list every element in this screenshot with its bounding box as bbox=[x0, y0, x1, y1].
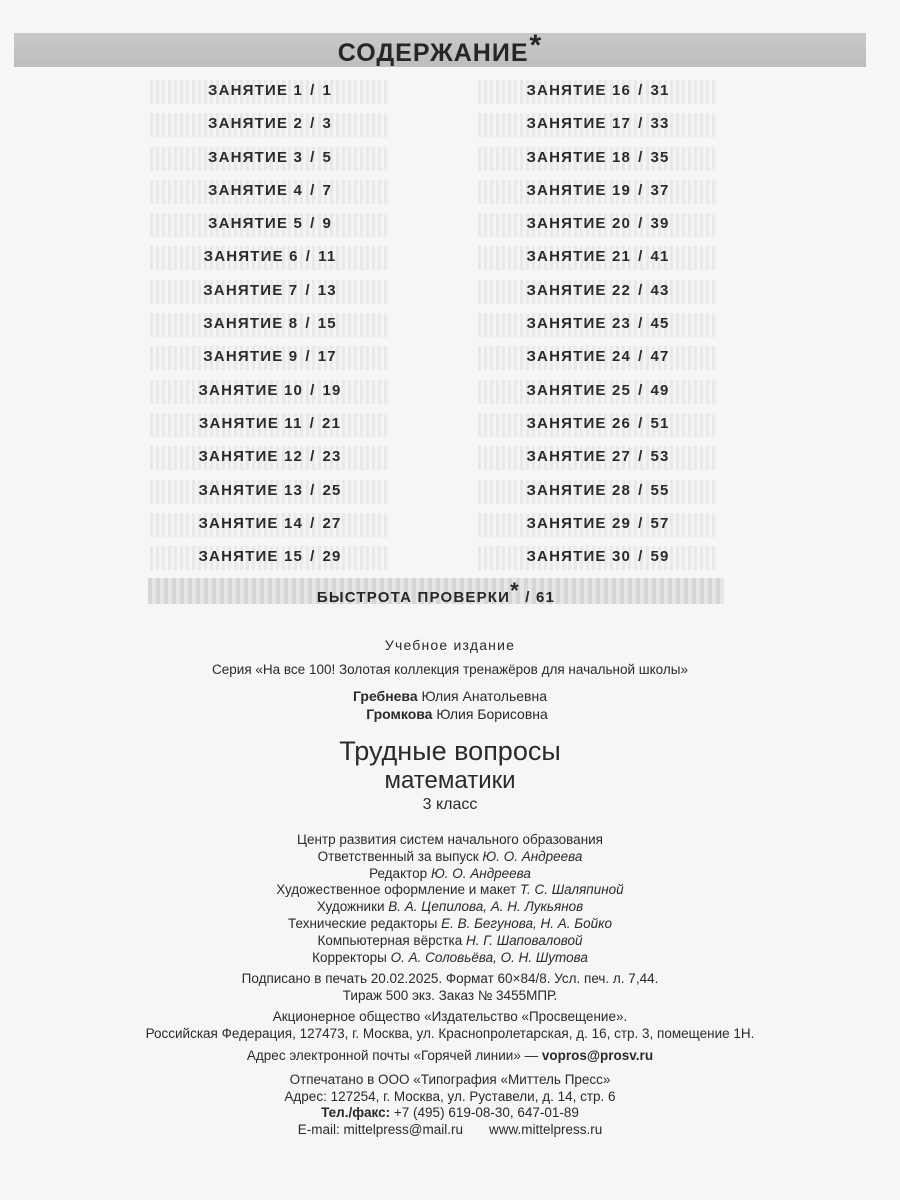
toc-entry-separator: / bbox=[310, 448, 316, 466]
toc-entry-separator: / bbox=[638, 215, 644, 233]
toc-entry-page: 27 bbox=[322, 514, 342, 532]
toc-entry-label: ЗАНЯТИЕ 30 bbox=[526, 548, 632, 566]
toc-entry-page: 41 bbox=[650, 248, 670, 266]
toc-entry-text bbox=[478, 311, 718, 337]
toc-title bbox=[14, 29, 866, 69]
toc-entry-separator: / bbox=[638, 381, 644, 399]
print-run: Тираж 500 экз. Заказ № 3455МПР. bbox=[342, 988, 558, 1003]
toc-entry-page: 17 bbox=[317, 348, 337, 366]
toc-entry-label: ЗАНЯТИЕ 7 bbox=[203, 281, 299, 299]
toc-entry-text bbox=[150, 244, 390, 270]
toc-entry-page: 23 bbox=[322, 448, 342, 466]
author-1 bbox=[0, 687, 900, 705]
toc-entry-page: 21 bbox=[322, 414, 342, 432]
toc-entry-separator: / bbox=[310, 82, 316, 99]
toc-right-column bbox=[478, 78, 718, 577]
credit-line bbox=[0, 866, 900, 883]
credit-role: Художники bbox=[316, 899, 385, 915]
author-2-surname: Громкова bbox=[366, 706, 433, 722]
publisher-address: Российская Федерация, 127473, г. Москва, ул. Краснопролетарская, д. 16, стр. 3, помещение 1Н. bbox=[145, 1026, 755, 1041]
toc-entry-text bbox=[478, 78, 718, 104]
toc-entry-separator: / bbox=[305, 248, 312, 266]
toc-entry-page: 29 bbox=[322, 548, 342, 566]
toc-entry-separator: / bbox=[638, 148, 644, 166]
speed-check-asterisk: * bbox=[510, 578, 520, 603]
toc-entry-text bbox=[150, 78, 390, 104]
toc-entry-separator: / bbox=[638, 448, 644, 466]
credit-role: Технические редакторы bbox=[288, 915, 438, 931]
toc-entry-text bbox=[478, 145, 718, 171]
printer-name: Отпечатано в ООО «Типография «Миттель Пресс» bbox=[289, 1072, 611, 1087]
credit-name: Ю. О. Андреева bbox=[482, 848, 583, 864]
toc-entry-page: 5 bbox=[322, 148, 333, 166]
credit-role: Компьютерная вёрстка bbox=[317, 932, 463, 948]
toc-entry-label: ЗАНЯТИЕ 3 bbox=[207, 148, 304, 166]
toc-entry-label: ЗАНЯТИЕ 12 bbox=[198, 448, 304, 466]
toc-entry-text bbox=[150, 111, 390, 137]
toc-entry bbox=[150, 278, 390, 304]
toc-entry-label: ЗАНЯТИЕ 17 bbox=[526, 115, 632, 133]
toc-title-asterisk: * bbox=[529, 29, 543, 62]
toc-entry-page: 51 bbox=[650, 414, 670, 432]
credit-role: Ответственный за выпуск bbox=[317, 848, 479, 864]
toc-entry bbox=[478, 411, 718, 437]
toc-entry-text bbox=[150, 178, 390, 204]
toc-entry bbox=[150, 145, 390, 171]
toc-entry-separator: / bbox=[638, 481, 644, 499]
series-name: Серия «На все 100! Золотая коллекция тренажёров для начальной школы» bbox=[212, 662, 688, 677]
toc-entry-text bbox=[150, 211, 390, 237]
toc-entry-page: 39 bbox=[650, 215, 670, 233]
toc-left-column bbox=[150, 78, 390, 577]
toc-entry-page: 35 bbox=[650, 148, 670, 166]
toc-entry-text bbox=[478, 478, 718, 504]
toc-entry-separator: / bbox=[305, 315, 311, 333]
toc-entry-label: ЗАНЯТИЕ 5 bbox=[207, 215, 304, 233]
toc-entry-label: ЗАНЯТИЕ 11 bbox=[198, 414, 303, 432]
toc-entry-label: ЗАНЯТИЕ 24 bbox=[526, 348, 632, 366]
toc-entry bbox=[478, 78, 718, 104]
toc-entry-label: ЗАНЯТИЕ 26 bbox=[526, 414, 632, 432]
toc-entry-text bbox=[150, 311, 390, 337]
toc-entry-text bbox=[478, 411, 718, 437]
toc-entry-page: 7 bbox=[322, 181, 333, 199]
toc-entry-text bbox=[150, 478, 390, 504]
toc-entry bbox=[150, 311, 390, 337]
toc-entry bbox=[478, 478, 718, 504]
toc-entry-label: ЗАНЯТИЕ 9 bbox=[203, 348, 299, 366]
hotline-email-link[interactable]: vopros@prosv.ru bbox=[541, 1048, 654, 1063]
toc-entry-separator: / bbox=[638, 248, 644, 266]
hotline-label: Адрес электронной почты «Горячей линии» — bbox=[246, 1048, 539, 1063]
speed-check-label: БЫСТРОТА ПРОВЕРКИ bbox=[316, 589, 511, 606]
credit-line bbox=[0, 899, 900, 916]
credit-role: Корректоры bbox=[312, 949, 387, 965]
credit-name: Т. С. Шаляпиной bbox=[519, 882, 624, 898]
toc-entry-page: 57 bbox=[650, 514, 670, 532]
toc-entry bbox=[150, 478, 390, 504]
toc-entry-page: 3 bbox=[322, 115, 333, 133]
credit-line bbox=[0, 849, 900, 866]
toc-entry-text bbox=[150, 145, 390, 171]
toc-entry-label: ЗАНЯТИЕ 25 bbox=[526, 381, 632, 399]
toc-entry-separator: / bbox=[638, 82, 644, 99]
toc-entry-label: ЗАНЯТИЕ 4 bbox=[207, 181, 304, 199]
toc-entry-label: ЗАНЯТИЕ 23 bbox=[526, 315, 632, 333]
toc-entry-page: 25 bbox=[322, 481, 342, 499]
toc-entry-text bbox=[478, 444, 718, 470]
toc-entry bbox=[478, 344, 718, 370]
toc-entry-separator: / bbox=[310, 115, 316, 133]
edition-type: Учебное издание bbox=[384, 637, 516, 653]
toc-entry bbox=[150, 378, 390, 404]
toc-entry-page: 55 bbox=[650, 481, 670, 499]
toc-entry-page: 59 bbox=[650, 548, 670, 566]
toc-entry-label: ЗАНЯТИЕ 14 bbox=[198, 514, 304, 532]
toc-entry-text bbox=[478, 544, 718, 570]
printer-address: Адрес: 127254, г. Москва, ул. Руставели, д. 14, стр. 6 bbox=[284, 1088, 616, 1104]
toc-entry-label: ЗАНЯТИЕ 27 bbox=[526, 448, 632, 466]
toc-entry-text bbox=[150, 378, 390, 404]
toc-entry bbox=[478, 145, 718, 171]
toc-entry-text bbox=[478, 211, 718, 237]
toc-entry-page: 13 bbox=[317, 281, 337, 299]
toc-entry-separator: / bbox=[638, 414, 644, 432]
toc-entry-label: ЗАНЯТИЕ 29 bbox=[526, 514, 632, 532]
toc-entry-label: ЗАНЯТИЕ 19 bbox=[526, 181, 632, 199]
toc-entry-separator: / bbox=[310, 381, 316, 399]
toc-entry bbox=[478, 378, 718, 404]
toc-entry-page: 45 bbox=[650, 315, 670, 333]
toc-entry-separator: / bbox=[305, 281, 311, 299]
speed-check-bar bbox=[148, 578, 724, 604]
author-1-names: Юлия Анатольевна bbox=[421, 688, 547, 704]
toc-entry-separator: / bbox=[310, 481, 316, 499]
toc-entry bbox=[150, 111, 390, 137]
toc-entry bbox=[478, 211, 718, 237]
toc-entry-separator: / bbox=[310, 215, 316, 233]
toc-entry-label: ЗАНЯТИЕ 2 bbox=[207, 115, 304, 133]
toc-entry-label: ЗАНЯТИЕ 16 bbox=[526, 82, 632, 99]
credit-line bbox=[0, 832, 900, 849]
toc-entry-label: ЗАНЯТИЕ 15 bbox=[198, 548, 304, 566]
speed-check-page: 61 bbox=[536, 589, 556, 606]
toc-entry-text bbox=[478, 178, 718, 204]
signed-for-print: Подписано в печать 20.02.2025. Формат 60×84/8. Усл. печ. л. 7,44. bbox=[241, 971, 659, 986]
toc-entry-page: 49 bbox=[650, 381, 670, 399]
toc-entry-page: 1 bbox=[322, 82, 333, 99]
credit-name: Е. В. Бегунова, Н. А. Бойко bbox=[441, 915, 612, 931]
toc-entry bbox=[478, 311, 718, 337]
toc-entry-text bbox=[478, 344, 718, 370]
toc-entry-label: ЗАНЯТИЕ 18 bbox=[526, 148, 632, 166]
toc-entry-text bbox=[150, 511, 390, 537]
toc-entry-label: ЗАНЯТИЕ 8 bbox=[203, 315, 299, 333]
printer-contacts bbox=[0, 1122, 900, 1139]
toc-entry-separator: / bbox=[310, 514, 316, 532]
toc-entry-page: 47 bbox=[650, 348, 670, 366]
printer-phone bbox=[0, 1105, 900, 1122]
toc-entry-label: ЗАНЯТИЕ 1 bbox=[207, 82, 304, 99]
toc-entry bbox=[478, 544, 718, 570]
toc-entry bbox=[150, 78, 390, 104]
toc-entry-separator: / bbox=[638, 115, 644, 133]
credit-line bbox=[0, 916, 900, 933]
printer-info bbox=[0, 1072, 900, 1138]
toc-entry bbox=[150, 511, 390, 537]
hotline bbox=[0, 1048, 900, 1063]
toc-entry-separator: / bbox=[638, 315, 644, 333]
author-1-surname: Гребнева bbox=[352, 688, 418, 704]
toc-entry-label: ЗАНЯТИЕ 21 bbox=[526, 248, 632, 266]
credit-line bbox=[0, 933, 900, 950]
publisher-info bbox=[0, 1008, 900, 1042]
toc-entry-page: 11 bbox=[318, 248, 337, 266]
speed-check-entry: БЫСТРОТА ПРОВЕРКИ* / 61 bbox=[316, 578, 556, 606]
toc-entry-page: 15 bbox=[317, 315, 337, 333]
toc-entry-text bbox=[478, 278, 718, 304]
toc-entry-label: ЗАНЯТИЕ 10 bbox=[198, 381, 304, 399]
credits-list bbox=[0, 832, 900, 966]
toc-entry-label: ЗАНЯТИЕ 22 bbox=[526, 281, 632, 299]
authors bbox=[0, 687, 900, 723]
toc-entry-text bbox=[478, 511, 718, 537]
toc-entry bbox=[478, 511, 718, 537]
toc-entry-separator: / bbox=[638, 514, 644, 532]
toc-entry-separator: / bbox=[638, 348, 644, 366]
book-title bbox=[0, 736, 900, 796]
toc-entry-page: 43 bbox=[650, 281, 670, 299]
toc-entry-text bbox=[478, 378, 718, 404]
toc-entry-page: 37 bbox=[650, 181, 670, 199]
toc-title-text: СОДЕРЖАНИЕ bbox=[337, 39, 529, 67]
toc-entry-separator: / bbox=[638, 548, 644, 566]
toc-entry-page: 53 bbox=[650, 448, 670, 466]
toc-entry bbox=[150, 178, 390, 204]
credit-name: Н. Г. Шаповаловой bbox=[466, 932, 583, 948]
toc-entry bbox=[478, 111, 718, 137]
grade-label: 3 класс bbox=[422, 796, 478, 813]
toc-entry bbox=[478, 278, 718, 304]
printer-phone-label: Тел./факс: bbox=[321, 1105, 391, 1120]
toc-entry-label: ЗАНЯТИЕ 28 bbox=[526, 481, 632, 499]
toc-entry-page: 31 bbox=[650, 82, 670, 99]
toc-entry-label: ЗАНЯТИЕ 20 bbox=[526, 215, 632, 233]
toc-entry-text bbox=[150, 344, 390, 370]
publisher-name: Акционерное общество «Издательство «Просвещение». bbox=[272, 1009, 628, 1024]
credit-role: Редактор bbox=[369, 865, 428, 881]
toc-entry-page: 33 bbox=[650, 115, 670, 133]
toc-entry-separator: / bbox=[310, 148, 316, 166]
toc-entry-separator: / bbox=[305, 348, 311, 366]
credit-name: Ю. О. Андреева bbox=[430, 865, 531, 881]
toc-entry-separator: / bbox=[638, 281, 644, 299]
toc-entry-text bbox=[478, 111, 718, 137]
credit-name: О. А. Соловьёва, О. Н. Шутова bbox=[390, 949, 588, 965]
credit-line bbox=[0, 950, 900, 967]
book-title-line-2: математики bbox=[384, 767, 516, 794]
toc-entry-separator: / bbox=[638, 181, 644, 199]
credit-name: В. А. Цепилова, А. Н. Лукьянов bbox=[388, 899, 584, 915]
toc-entry-separator: / bbox=[310, 548, 316, 566]
toc-entry-page: 19 bbox=[322, 381, 342, 399]
toc-entry-page: 9 bbox=[322, 215, 333, 233]
printer-phone-numbers: +7 (495) 619-08-30, 647-01-89 bbox=[393, 1105, 579, 1120]
credit-role: Центр развития систем начального образования bbox=[296, 832, 603, 847]
toc-entry bbox=[150, 344, 390, 370]
credit-role: Художественное оформление и макет bbox=[276, 882, 517, 898]
credit-line bbox=[0, 882, 900, 899]
toc-entry-separator: / bbox=[309, 414, 316, 432]
printer-website[interactable]: www.mittelpress.ru bbox=[488, 1121, 603, 1137]
toc-entry bbox=[478, 244, 718, 270]
toc-entry bbox=[150, 411, 390, 437]
printer-email[interactable]: E-mail: mittelpress@mail.ru bbox=[297, 1121, 463, 1137]
toc-entry-separator: / bbox=[310, 181, 316, 199]
toc-entry bbox=[478, 444, 718, 470]
toc-entry-text bbox=[478, 244, 718, 270]
toc-entry bbox=[150, 444, 390, 470]
author-2-names: Юлия Борисовна bbox=[436, 706, 548, 722]
toc-entry-text bbox=[150, 278, 390, 304]
toc-entry-label: ЗАНЯТИЕ 13 bbox=[198, 481, 304, 499]
author-2 bbox=[0, 705, 900, 723]
toc-entry bbox=[150, 244, 390, 270]
toc-entry-label: ЗАНЯТИЕ 6 bbox=[203, 248, 299, 266]
toc-entry-text bbox=[150, 411, 390, 437]
toc-entry-text bbox=[150, 444, 390, 470]
toc-header-bar bbox=[14, 29, 866, 67]
toc-entry bbox=[150, 211, 390, 237]
print-details bbox=[0, 970, 900, 1004]
toc-entry-text bbox=[150, 544, 390, 570]
toc-entry bbox=[150, 544, 390, 570]
toc-entry bbox=[478, 178, 718, 204]
book-title-line-1: Трудные вопросы bbox=[339, 736, 561, 766]
